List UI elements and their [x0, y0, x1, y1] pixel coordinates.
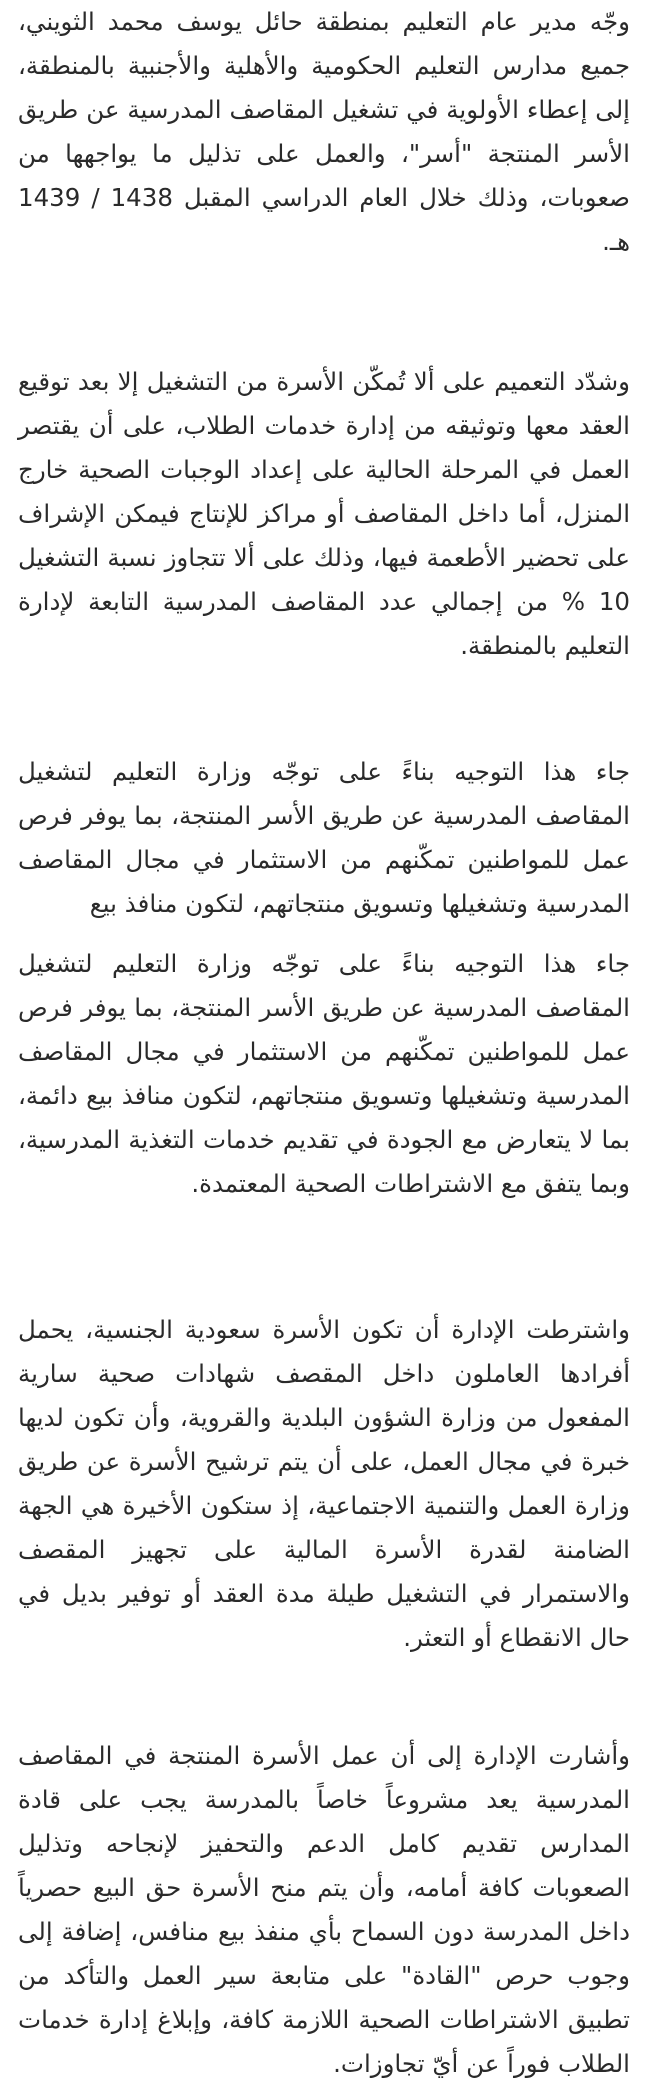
- paragraph-school-support: وأشارت الإدارة إلى أن عمل الأسرة المنتجة في المقاصف المدرسية يعد مشروعاً خاصاً بالمدرسة يجب على قادة المدارس تقديم كامل الدعم والتحفيز لإنجاحه وتذليل الصعوبات كافة أمامه، وأن يتم منح الأسرة حق البيع حصرياً داخل المدرسة دون السماح بأي منفذ بيع منافس، إضافة إلى وجوب حرص "القادة" على متابعة سير العمل والتأكد من تطبيق الاشتراطات الصحية اللازمة كافة، وإبلاغ إدارة خدمات الطلاب فوراً عن أيّ تجاوزات.: [18, 1741, 630, 2078]
- paragraph-spacer: [18, 1660, 630, 1734]
- paragraph-directive: وجّه مدير عام التعليم بمنطقة حائل يوسف محمد الثويني، جميع مدارس التعليم الحكومية والأهلية والأجنبية بالمنطقة، إلى إعطاء الأولوية في تشغيل المقاصف المدرسية عن طريق الأسر المنتجة "أسر"، والعمل على تذليل ما يواجهها من صعوبات، وذلك خلال العام الدراسي المقبل 1438 / 1439 هـ.: [18, 7, 630, 256]
- paragraph-spacer: [18, 1206, 630, 1308]
- paragraph-spacer: [18, 668, 630, 750]
- paragraph-ministry-orientation-partial: جاء هذا التوجيه بناءً على توجّه وزارة التعليم لتشغيل المقاصف المدرسية عن طريق الأسر المنتجة، بما يوفر فرص عمل للمواطنين تمكّنهم من الاستثمار في مجال المقاصف المدرسية وتشغيلها وتسويق منتجاتهم، لتكون منافذ بيع: [18, 757, 630, 918]
- paragraph-spacer: [18, 926, 630, 942]
- paragraph-spacer: [18, 264, 630, 360]
- paragraph-family-requirements: واشترطت الإدارة أن تكون الأسرة سعودية الجنسية، يحمل أفرادها العاملون داخل المقصف شهادات صحية سارية المفعول من وزارة الشؤون البلدية والقروية، وأن تكون لديها خبرة في مجال العمل، على أن يتم ترشيح الأسرة عن طريق وزارة العمل والتنمية الاجتماعية، إذ ستكون الأخيرة هي الجهة الضامنة لقدرة الأسرة المالية على تجهيز المقصف والاستمرار في التشغيل طيلة مدة العقد أو توفير بديل في حال الانقطاع أو التعثر.: [18, 1315, 630, 1652]
- paragraph-ministry-orientation: جاء هذا التوجيه بناءً على توجّه وزارة التعليم لتشغيل المقاصف المدرسية عن طريق الأسر المنتجة، بما يوفر فرص عمل للمواطنين تمكّنهم من الاستثمار في مجال المقاصف المدرسية وتشغيلها وتسويق منتجاتهم، لتكون منافذ بيع دائمة، بما لا يتعارض مع الجودة في تقديم خدمات التغذية المدرسية، وبما يتفق مع الاشتراطات الصحية المعتمدة.: [18, 949, 630, 1198]
- article-body: [18, 0, 630, 2086]
- paragraph-contract-conditions: وشدّد التعميم على ألا تُمكّن الأسرة من التشغيل إلا بعد توقيع العقد معها وتوثيقه من إدارة خدمات الطلاب، على أن يقتصر العمل في المرحلة الحالية على إعداد الوجبات الصحية خارج المنزل، أما داخل المقاصف أو مراكز للإنتاج فيمكن الإشراف على تحضير الأطعمة فيها، وذلك على ألا تتجاوز نسبة التشغيل 10 % من إجمالي عدد المقاصف المدرسية التابعة لإدارة التعليم بالمنطقة.: [18, 367, 630, 660]
